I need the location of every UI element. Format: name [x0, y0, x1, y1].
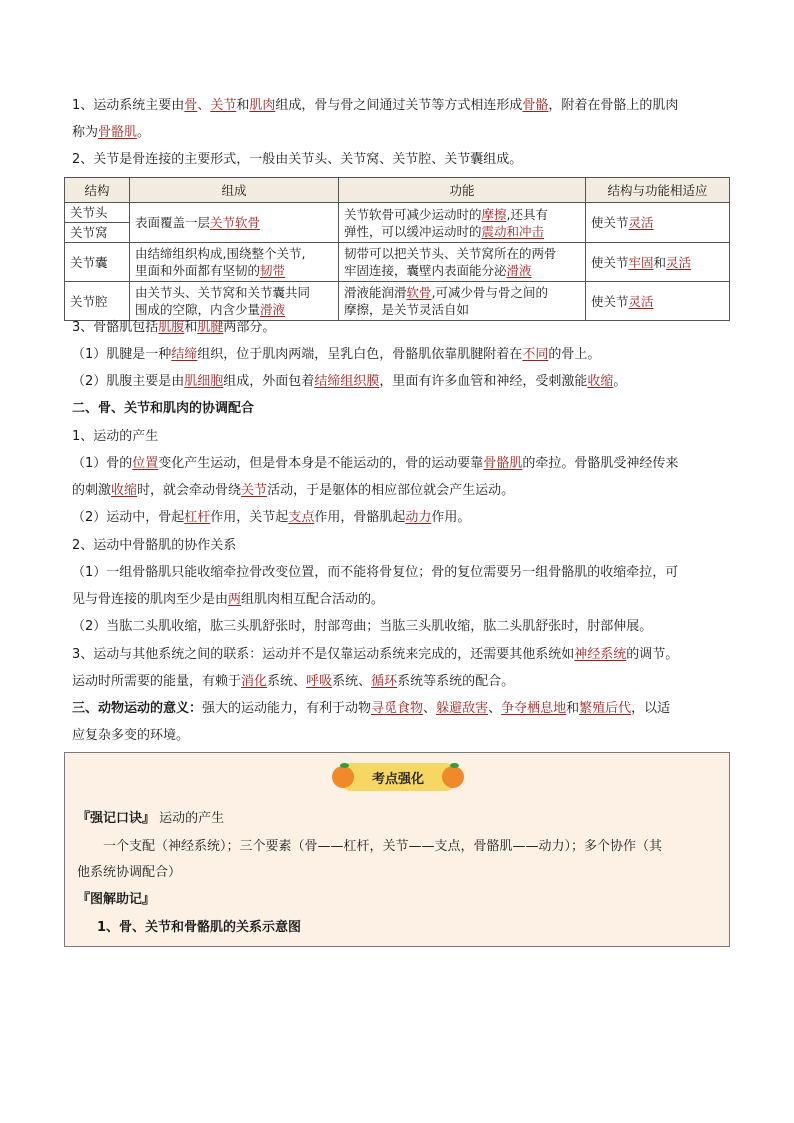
mnemonic-heading: 『强记口诀』 运动的产生	[77, 811, 225, 826]
cell-structure	[65, 203, 130, 243]
key-points-box	[64, 752, 730, 947]
section3-line1: 三、动物运动的意义：强大的运动能力，有利于动物寻觅食物、躲避敌害、争夺栖息地和繁殖后代，以适	[72, 701, 671, 716]
cell-joint-head: 关节头	[65, 203, 129, 223]
sub1-p2: （2）运动中，骨起杠杆作用，关节起支点作用，骨骼肌起动力作用。	[72, 510, 471, 525]
para3: 3、骨骼肌包括肌腹和肌腱两部分。	[72, 320, 276, 335]
sub1-title: 1、运动的产生	[72, 429, 159, 444]
cell-composition: 表面覆盖一层关节软骨	[130, 203, 339, 243]
sub3-line2: 运动时所需要的能量，有赖于消化系统、呼吸系统、循环系统等系统的配合。	[72, 674, 515, 689]
joint-structure-table	[64, 177, 730, 321]
header-function: 功能	[339, 178, 586, 203]
cell-structure: 关节囊	[65, 243, 130, 282]
sub2-p1: （1）一组骨骼肌只能收缩牵拉骨改变位置，而不能将骨复位；骨的复位需要另一组骨骼肌的收缩牵拉，可	[72, 565, 679, 580]
sub3-line1: 3、运动与其他系统之间的联系：运动并不是仅靠运动系统来完成的，还需要其他系统如神经系统的调节。	[72, 647, 679, 662]
cell-structure: 关节腔	[65, 282, 130, 321]
cell-function: 韧带可以把关节头、关节窝所在的两骨 牢固连接，囊壁内表面能分泌滑液	[339, 243, 586, 282]
section2-title: 二、骨、关节和肌肉的协调配合	[72, 401, 255, 416]
header-structure: 结构	[65, 178, 130, 203]
table-row	[65, 243, 730, 282]
cell-function: 滑液能润滑软骨,可减少骨与骨之间的 摩擦，是关节灵活自如	[339, 282, 586, 321]
mnemonic-line1: 一个支配（神经系统）；三个要素（骨——杠杆，关节——支点，骨骼肌——动力）；多个协作（其	[103, 839, 663, 854]
sub2-title: 2、运动中骨骼肌的协作关系	[72, 538, 237, 553]
cell-adaptation: 使关节灵活	[586, 282, 730, 321]
para3-2: （2）肌腹主要是由肌细胞组成，外面包着结缔组织膜，里面有许多血管和神经，受刺激能收缩。	[72, 374, 627, 389]
para3-1: （1）肌腱是一种结缔组织，位于肌肉两端，呈乳白色，骨骼肌依靠肌腱附着在不同的骨上。	[72, 347, 601, 362]
para1-line1: 1、运动系统主要由骨、关节和肌肉组成，骨与骨之间通过关节等方式相连形成骨骼，附着在骨骼上的肌肉	[72, 98, 679, 113]
sub1-p1-line2: 的刺激收缩时，就会牵动骨绕关节活动，于是躯体的相应部位就会产生运动。	[72, 483, 515, 498]
key-points-badge	[332, 759, 464, 795]
para1-line2: 称为骨骼肌。	[72, 125, 151, 140]
cell-function: 关节软骨可减少运动时的摩擦,还具有 弹性，可以缓冲运动时的震动和冲击	[339, 203, 586, 243]
cell-composition: 由关节头、关节窝和关节囊共同 围成的空隙，内含少量滑液	[130, 282, 339, 321]
header-composition: 组成	[130, 178, 339, 203]
diagram-heading: 『图解助记』	[77, 892, 156, 907]
sub1-p1: （1）骨的位置变化产生运动，但是骨本身是不能运动的，骨的运动要靠骨骼肌的牵拉。骨骼肌受神经传来	[72, 456, 679, 471]
cell-adaptation: 使关节灵活	[586, 203, 730, 243]
para2: 2、关节是骨连接的主要形式，一般由关节头、关节窝、关节腔、关节囊组成。	[72, 152, 523, 167]
table-header-row	[65, 178, 730, 203]
section3-line2: 应复杂多变的环境。	[72, 728, 190, 743]
badge-label: 考点强化	[371, 772, 424, 787]
cell-joint-socket: 关节窝	[70, 225, 108, 240]
cell-composition: 由结缔组织构成,围绕整个关节, 里面和外面都有坚韧的韧带	[130, 243, 339, 282]
mnemonic-line2: 他系统协调配合）	[77, 865, 182, 880]
sub2-p2: （2）当肱二头肌收缩，肱三头肌舒张时，肘部弯曲；当肱三头肌收缩，肱二头肌舒张时，肘部伸展。	[72, 619, 653, 634]
diagram-item: 1、骨、关节和骨骼肌的关系示意图	[97, 920, 302, 935]
table-row	[65, 203, 730, 243]
header-adaptation: 结构与功能相适应	[586, 178, 730, 203]
sub2-p1-line2: 见与骨连接的肌肉至少是由两组肌肉相互配合活动的。	[72, 592, 385, 607]
cell-adaptation: 使关节牢固和灵活	[586, 243, 730, 282]
